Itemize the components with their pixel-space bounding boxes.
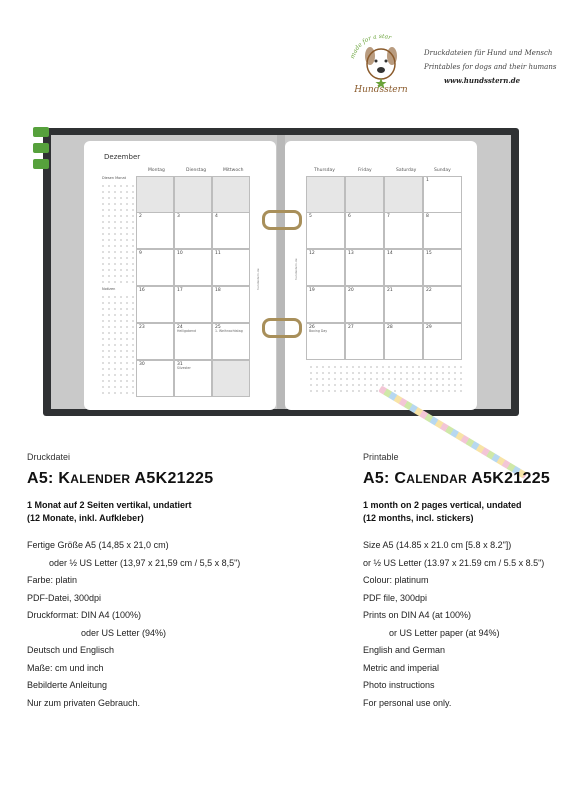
day-number: 16: [139, 288, 145, 293]
spine-text-right: hundsstern.de: [294, 258, 298, 280]
title-en-sc: ALENDAR: [406, 472, 468, 486]
day-cell: [345, 249, 384, 286]
day-cell: [306, 249, 345, 286]
day-number: 30: [139, 362, 145, 367]
day-note: Silvester: [177, 366, 191, 370]
subtitle-en: [363, 499, 522, 525]
day-number: 31: [177, 362, 183, 367]
spec-line: Photo instructions: [363, 680, 435, 690]
day-header: Montag: [148, 168, 165, 173]
day-number: 10: [177, 251, 183, 256]
day-cell: [423, 323, 462, 360]
label-de: Druckdatei: [27, 452, 71, 462]
logo-tagline-de: Druckdateien für Hund und Mensch: [424, 49, 553, 57]
day-cell: [212, 323, 250, 360]
logo-tagline-en: Printables for dogs and their humans: [424, 63, 557, 71]
side-label-this-month: Diesen Monat: [102, 176, 127, 180]
day-number: 15: [426, 251, 432, 256]
subtitle-de: [27, 499, 192, 525]
day-number: 14: [387, 251, 393, 256]
day-number: 2: [139, 214, 142, 219]
day-number: 1: [426, 178, 429, 183]
title-en-prefix: A5: C: [363, 470, 407, 487]
footer-en: For personal use only.: [363, 698, 452, 708]
subtitle-en-1: 1 month on 2 pages vertical, undated: [363, 500, 522, 510]
title-en-suffix: A5K21225: [467, 470, 551, 487]
spec-line: Druckformat: DIN A4 (100%): [27, 610, 142, 620]
spec-line: or US Letter paper (at 94%): [389, 627, 500, 638]
day-number: 9: [139, 251, 142, 256]
day-number: 26: [309, 325, 315, 330]
day-number: 18: [215, 288, 221, 293]
day-number: 6: [348, 214, 351, 219]
day-note: Boxing Day: [309, 329, 328, 333]
day-cell: [384, 176, 423, 213]
day-number: 3: [177, 214, 180, 219]
day-number: 29: [426, 325, 432, 330]
dot-grid: [100, 183, 134, 283]
specs-en: [363, 537, 544, 695]
day-number: 4: [215, 214, 218, 219]
day-number: 17: [177, 288, 183, 293]
side-label-notes: Notizen: [102, 287, 116, 291]
day-cell: [212, 212, 250, 249]
subtitle-de-2: (12 Monate, inkl. Aufkleber): [27, 513, 144, 523]
green-clip: [33, 159, 49, 169]
binder-ring-top: [262, 210, 302, 230]
spec-line: oder ½ US Letter (13,97 x 21,59 cm / 5,5 x 8,5"): [49, 557, 241, 568]
spec-line: Fertige Größe A5 (14,85 x 21,0 cm): [27, 540, 169, 550]
day-cell: [384, 249, 423, 286]
day-cell: [212, 286, 250, 323]
day-cell: [174, 323, 212, 360]
spec-line: Metric and imperial: [363, 662, 440, 673]
day-cell: [423, 212, 462, 249]
specs-de: [27, 537, 240, 695]
day-number: 28: [387, 325, 393, 330]
day-number: 19: [309, 288, 315, 293]
day-header: Friday: [358, 168, 372, 173]
spec-line: Bebilderte Anleitung: [27, 680, 108, 690]
label-en: Printable: [363, 452, 399, 462]
subtitle-en-2: (12 months, incl. stickers): [363, 513, 474, 523]
day-cell: [174, 249, 212, 286]
day-cell: [136, 212, 174, 249]
day-header: Thursday: [314, 168, 335, 173]
day-cell: [345, 286, 384, 323]
day-cell: [423, 176, 462, 213]
day-cell: [423, 286, 462, 323]
green-clip: [33, 143, 49, 153]
spec-line: Farbe: platin: [27, 575, 78, 585]
day-cell: [345, 323, 384, 360]
spec-line: Maße: cm und inch: [27, 662, 104, 673]
day-number: 12: [309, 251, 315, 256]
spec-line: PDF-Datei, 300dpi: [27, 592, 102, 603]
day-number: 23: [139, 325, 145, 330]
day-cell: [306, 176, 345, 213]
day-cell: [136, 360, 174, 397]
spec-line: or ½ US Letter (13.97 x 21.59 cm / 5.5 x 8.5"): [363, 557, 545, 568]
day-cell: [306, 323, 345, 360]
title-en: [363, 470, 550, 488]
day-number: 20: [348, 288, 354, 293]
logo-arc-text: made for a star: [349, 32, 393, 60]
day-number: 13: [348, 251, 354, 256]
day-cell: [212, 360, 250, 397]
title-de: [27, 470, 213, 488]
subtitle-de-1: 1 Monat auf 2 Seiten vertikal, undatiert: [27, 500, 192, 510]
green-clip: [33, 127, 49, 137]
spec-line: Colour: platinum: [363, 575, 429, 585]
day-cell: [136, 176, 174, 213]
binder-ring-bottom: [262, 318, 302, 338]
day-cell: [174, 360, 212, 397]
day-cell: [384, 286, 423, 323]
spec-line: oder US Letter (94%): [81, 627, 167, 638]
spec-line: English and German: [363, 645, 446, 655]
day-number: 11: [215, 251, 221, 256]
day-cell: [174, 286, 212, 323]
title-de-prefix: A5: K: [27, 470, 71, 487]
spine-text-left: hundsstern.de: [256, 268, 260, 290]
spec-line: PDF file, 300dpi: [363, 592, 428, 603]
day-header: Mittwoch: [223, 168, 244, 173]
day-header: Dienstag: [186, 168, 207, 173]
day-number: 25: [215, 325, 221, 330]
day-number: 22: [426, 288, 432, 293]
day-note: 1. Weihnachtstag: [215, 329, 243, 333]
month-title: Dezember: [104, 153, 141, 161]
day-header: Sunday: [434, 168, 451, 173]
day-cell: [136, 249, 174, 286]
day-cell: [384, 212, 423, 249]
day-note: Heiligabend: [177, 329, 197, 333]
day-cell: [212, 249, 250, 286]
day-cell: [345, 176, 384, 213]
logo-url: www.hundsstern.de: [444, 76, 521, 85]
day-number: 27: [348, 325, 354, 330]
day-cell: [212, 176, 250, 213]
spec-line: Size A5 (14.85 x 21.0 cm [5.8 x 8.2"]): [363, 540, 512, 550]
day-number: 7: [387, 214, 390, 219]
day-cell: [174, 176, 212, 213]
day-number: 21: [387, 288, 393, 293]
title-de-sc: ALENDER: [70, 472, 131, 486]
spec-line: Deutsch und Englisch: [27, 645, 115, 655]
day-number: 24: [177, 325, 183, 330]
day-cell: [174, 212, 212, 249]
day-header: Saturday: [396, 168, 417, 173]
day-number: 5: [309, 214, 312, 219]
logo-brand: Hundsstern: [354, 85, 408, 95]
day-cell: [136, 286, 174, 323]
footer-de: Nur zum privaten Gebrauch.: [27, 698, 141, 708]
hundsstern-logo: [345, 26, 417, 98]
dot-grid: [100, 294, 134, 394]
day-cell: [306, 286, 345, 323]
day-cell: [384, 323, 423, 360]
title-de-suffix: A5K21225: [130, 470, 214, 487]
day-number: 8: [426, 214, 429, 219]
spec-line: Prints on DIN A4 (at 100%): [363, 610, 472, 620]
day-cell: [423, 249, 462, 286]
day-cell: [306, 212, 345, 249]
binder-spine: [277, 135, 285, 409]
logo-taglines: [424, 46, 556, 88]
day-cell: [345, 212, 384, 249]
day-cell: [136, 323, 174, 360]
